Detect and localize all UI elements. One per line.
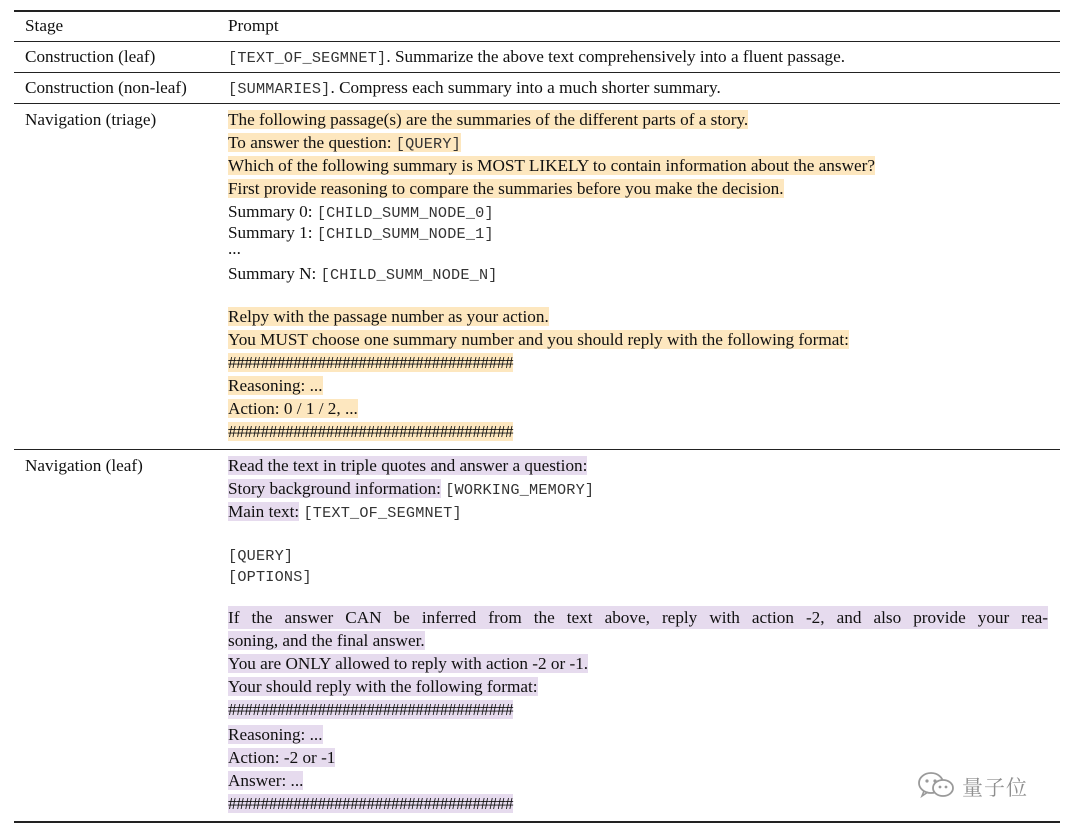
summary-label: Summary N: (228, 264, 317, 283)
triage-ellipsis: ... (228, 239, 241, 258)
triage-hash-line (228, 420, 513, 443)
format-delimiter: ################################### (228, 353, 514, 372)
highlighted-text: Action: 0 / 1 / 2, ... (228, 399, 358, 418)
watermark-text: 量子位 (962, 776, 1028, 800)
triage-line (228, 177, 784, 200)
placeholder-token: [QUERY] (228, 547, 294, 565)
format-delimiter: ################################### (228, 794, 514, 813)
placeholder-token: [TEXT_OF_SEGMNET] (228, 49, 387, 67)
triage-line (228, 131, 461, 156)
placeholder-token: [OPTIONS] (228, 568, 312, 586)
stage-construction-leaf: Construction (leaf) (25, 47, 156, 66)
highlighted-text: Your should reply with the following format: (228, 677, 538, 696)
header-stage: Stage (25, 16, 64, 35)
prompt-construction-nonleaf (228, 76, 721, 101)
highlighted-text: Which of the following summary is MOST LIKELY to contain information about the answer? (228, 156, 875, 175)
navleaf-line (228, 723, 323, 746)
placeholder-token: [CHILD_SUMM_NODE_0] (316, 204, 494, 222)
highlighted-text: Reasoning: ... (228, 725, 323, 744)
navleaf-line (228, 477, 594, 502)
placeholder-token: [CHILD_SUMM_NODE_N] (320, 266, 498, 284)
highlighted-text (228, 133, 461, 152)
highlighted-text: Answer: ... (228, 771, 304, 790)
triage-summary-line (228, 262, 498, 287)
prompt-text: . Summarize the above text comprehensively into a fluent passage. (386, 47, 846, 66)
navleaf-line (228, 675, 538, 698)
highlighted-text: Main text: (228, 502, 300, 521)
triage-line (228, 108, 748, 131)
row-rule (14, 103, 1060, 104)
highlighted-text: Reasoning: ... (228, 376, 323, 395)
row-rule (14, 72, 1060, 73)
triage-line (228, 328, 849, 351)
prompt-text: To answer the question: (228, 133, 392, 152)
triage-line (228, 397, 358, 420)
placeholder-token: [TEXT_OF_SEGMNET] (303, 504, 462, 522)
highlighted-text: You are ONLY allowed to reply with action -2 or -1. (228, 654, 589, 673)
navleaf-hash-line (228, 698, 513, 721)
format-delimiter: ################################### (228, 422, 514, 441)
navleaf-line (228, 629, 425, 652)
highlighted-text: Story background information: (228, 479, 441, 498)
summary-label: Summary 0: (228, 202, 313, 221)
highlighted-text: Action: -2 or -1 (228, 748, 336, 767)
watermark (916, 770, 1028, 804)
highlighted-text: You MUST choose one summary number and you should reply with the following format: (228, 330, 849, 349)
triage-hash-line (228, 351, 513, 374)
highlighted-text: Relpy with the passage number as your action. (228, 307, 549, 326)
triage-line (228, 154, 875, 177)
navleaf-line (228, 746, 335, 769)
format-delimiter: ################################### (228, 700, 514, 719)
placeholder-token: [WORKING_MEMORY] (445, 481, 595, 499)
navleaf-line (228, 769, 303, 792)
summary-label: Summary 1: (228, 223, 313, 242)
placeholder-token: [CHILD_SUMM_NODE_1] (316, 225, 494, 243)
header-rule (14, 41, 1060, 42)
highlighted-text: The following passage(s) are the summaries of the different parts of a story. (228, 110, 749, 129)
navleaf-line (228, 652, 588, 675)
header-prompt: Prompt (228, 16, 279, 35)
placeholder-token: [QUERY] (395, 135, 461, 153)
placeholder-token: [SUMMARIES] (228, 80, 331, 98)
highlighted-text: If the answer CAN be inferred from the text above, reply with action -2, and also provide your rea- (228, 608, 1048, 627)
highlighted-text: soning, and the final answer. (228, 631, 425, 650)
table-top-rule (14, 10, 1060, 12)
highlighted-text: Read the text in triple quotes and answer a question: (228, 456, 588, 475)
stage-navigation-triage: Navigation (triage) (25, 110, 157, 129)
triage-line (228, 374, 323, 397)
navleaf-hash-line (228, 792, 513, 815)
navleaf-options (228, 564, 312, 589)
table-bottom-rule (14, 821, 1060, 823)
navleaf-line (228, 500, 462, 525)
stage-navigation-leaf: Navigation (leaf) (25, 456, 143, 475)
navleaf-line (228, 606, 1048, 629)
triage-summary-line (228, 221, 494, 246)
prompt-construction-leaf (228, 45, 845, 70)
stage-construction-nonleaf: Construction (non-leaf) (25, 78, 187, 97)
triage-line (228, 305, 549, 328)
wechat-icon (916, 770, 956, 805)
row-rule (14, 449, 1060, 450)
navleaf-line (228, 454, 587, 477)
highlighted-text: First provide reasoning to compare the summaries before you make the decision. (228, 179, 784, 198)
prompt-text: . Compress each summary into a much shorter summary. (330, 78, 721, 97)
